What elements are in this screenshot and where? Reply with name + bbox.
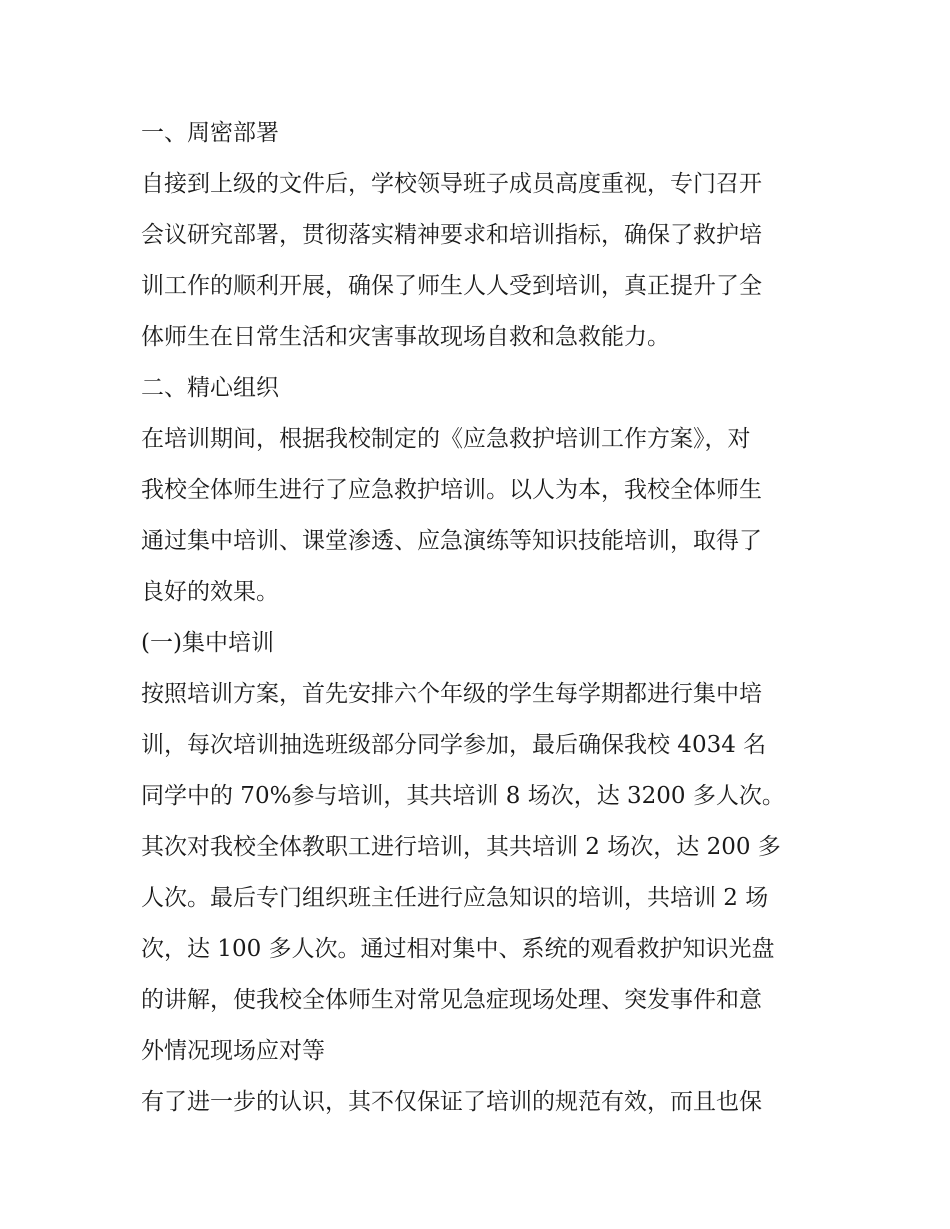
paragraph-line: 自接到上级的文件后，学校领导班子成员高度重视，专门召开	[141, 171, 762, 197]
paragraph-line: 通过集中培训、课堂渗透、应急演练等知识技能培训，取得了	[141, 528, 762, 554]
paragraph-line: 训工作的顺利开展，确保了师生人人受到培训，真正提升了全	[141, 273, 762, 299]
section-heading: 一、周密部署	[141, 120, 279, 146]
paragraph-line: 有了进一步的认识，其不仅保证了培训的规范有效，而且也保	[141, 1089, 762, 1115]
paragraph-line: 我校全体师生进行了应急救护培训。以人为本，我校全体师生	[141, 477, 762, 503]
paragraph-line: 会议研究部署，贯彻落实精神要求和培训指标，确保了救护培	[141, 222, 762, 248]
subsection-heading: (一)集中培训	[141, 630, 274, 656]
paragraph-line: 其次对我校全体教职工进行培训，其共培训 2 场次，达 200 多	[141, 834, 781, 860]
document-body	[141, 108, 821, 1128]
paragraph-line: 的讲解，使我校全体师生对常见急症现场处理、突发事件和意	[141, 987, 762, 1013]
paragraph-line: 按照培训方案，首先安排六个年级的学生每学期都进行集中培	[141, 681, 762, 707]
paragraph-line: 训，每次培训抽选班级部分同学参加，最后确保我校 4034 名	[141, 732, 767, 758]
paragraph-line: 体师生在日常生活和灾害事故现场自救和急救能力。	[141, 324, 670, 350]
paragraph-line: 同学中的 70%参与培训，其共培训 8 场次，达 3200 多人次。	[141, 783, 785, 809]
paragraph-line: 外情况现场应对等	[141, 1038, 325, 1064]
paragraph-line: 次，达 100 多人次。通过相对集中、系统的观看救护知识光盘	[141, 936, 775, 962]
paragraph-line: 在培训期间，根据我校制定的《应急救护培训工作方案》，对	[141, 426, 751, 452]
paragraph-line: 良好的效果。	[141, 579, 279, 605]
paragraph-line: 人次。最后专门组织班主任进行应急知识的培训，共培训 2 场	[141, 885, 769, 911]
section-heading: 二、精心组织	[141, 375, 279, 401]
